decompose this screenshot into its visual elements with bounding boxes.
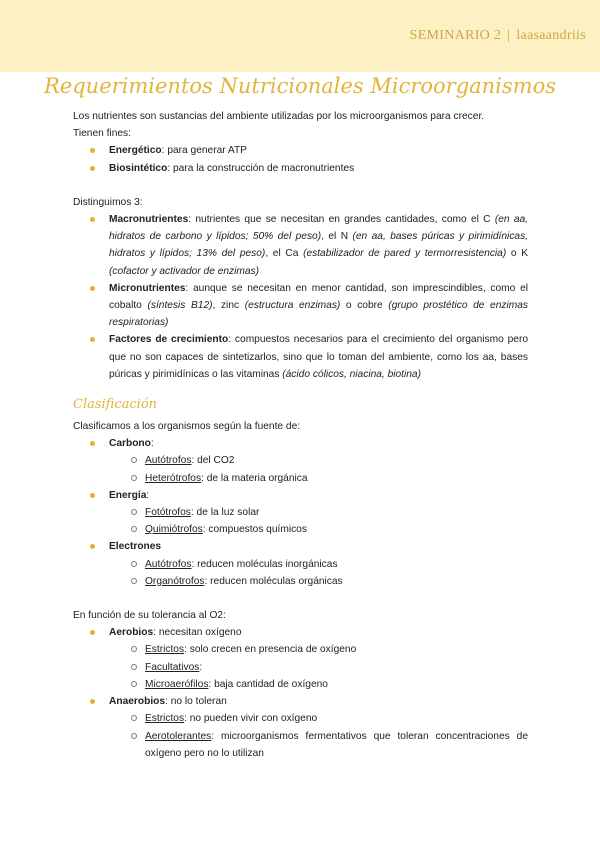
term: Organótrofos <box>145 575 205 587</box>
term: Aerotolerantes <box>145 730 212 742</box>
note: (cofactor y activador de enzimas) <box>109 265 260 277</box>
term: Carbono <box>109 438 151 450</box>
distinguish-intro: Distinguimos 3: <box>73 196 143 208</box>
oxygen-intro: En función de su tolerancia al O2: <box>73 610 226 622</box>
term: Fotótrofos <box>145 507 191 519</box>
list-item-factores-crecimiento <box>73 331 528 383</box>
sublist-item <box>73 504 528 521</box>
definition: : de la materia orgánica <box>201 472 308 484</box>
list-item <box>73 160 528 177</box>
note: (estabilizador de pared y termorresistencia) <box>303 248 507 260</box>
sublist <box>109 641 528 693</box>
sublist <box>109 504 528 538</box>
note: (síntesis B12) <box>147 300 213 312</box>
text: , el Ca <box>265 248 304 260</box>
term: Energía <box>109 489 147 501</box>
header-text <box>410 28 586 44</box>
definition: : compuestos químicos <box>202 524 307 536</box>
text: o K <box>506 248 529 260</box>
note: (grupo prostético de enzimas respiratorias) <box>109 300 528 329</box>
sublist <box>109 556 528 590</box>
sublist-item <box>73 728 528 762</box>
note: (ácido cólicos, niacina, biotina) <box>282 368 421 380</box>
classification-list <box>73 435 528 590</box>
suffix: : <box>150 438 154 450</box>
note: (en aa, hidratos de carbono y lípidos; 50% del peso) <box>109 214 529 243</box>
spacer <box>73 177 528 194</box>
term: Macronutrientes <box>109 214 189 226</box>
term: Micronutrientes <box>109 282 186 294</box>
list-item-micronutrientes <box>73 280 528 332</box>
definition: : microorganismos fermentativos que toleran concentraciones de oxígeno pero no lo utilizan <box>145 730 528 759</box>
definition: : de la luz solar <box>190 507 260 519</box>
list-item-anaerobios <box>73 693 528 762</box>
text: : nutrientes que se necesitan en grandes cantidades, como el C <box>188 214 495 226</box>
text: o cobre <box>340 300 389 312</box>
purposes-list <box>73 142 528 176</box>
term: Quimiótrofos <box>145 524 203 536</box>
sublist-item <box>73 641 528 658</box>
term: Aerobios <box>109 627 154 639</box>
intro-line-2: Tienen fines: <box>73 128 131 140</box>
term: Biosintético <box>109 162 168 174</box>
definition: : del CO2 <box>191 455 235 467</box>
definition: : no lo toleran <box>165 696 227 708</box>
oxygen-list <box>73 624 528 762</box>
text: : compuestos necesarios para el crecimiento del organismo pero que no son capaces de sintetizarlos, sino que lo toman del ambiente, como los aa, bases púricas y pirimidínicas o las vitaminas <box>109 334 529 380</box>
header-author: laasaandriis <box>516 28 586 43</box>
term: Autótrofos <box>145 455 192 467</box>
note: (estructura enzimas) <box>244 300 341 312</box>
definition: : para la construcción de macronutrientes <box>167 162 355 174</box>
note: (en aa, bases púricas y pirimidínicas, hidratos y lípidos; 13% del peso) <box>109 231 528 260</box>
definition: : necesitan oxígeno <box>153 627 242 639</box>
sublist-item <box>73 573 528 590</box>
sublist <box>109 710 528 762</box>
text: , el N <box>321 231 353 243</box>
text: : aunque se necesitan en menor cantidad, son imprescindibles, como el cobalto <box>109 282 528 312</box>
sublist-item <box>73 659 528 676</box>
header-separator: | <box>507 28 511 43</box>
header-bar <box>0 0 600 72</box>
text: , zinc <box>212 300 245 312</box>
definition: : reducen moléculas inorgánicas <box>191 558 338 570</box>
term: Estrictos <box>145 644 185 656</box>
term: Estrictos <box>145 713 185 725</box>
sublist-item <box>73 470 528 487</box>
term: Factores de crecimiento <box>109 334 229 346</box>
sublist-item <box>73 710 528 727</box>
sublist-item <box>73 452 528 469</box>
definition: : <box>199 661 203 673</box>
term: Energético <box>109 145 162 157</box>
definition: : baja cantidad de oxígeno <box>208 678 328 690</box>
definition: : solo crecen en presencia de oxígeno <box>184 644 357 656</box>
page-title: Requerimientos Nutricionales Microorganismos <box>43 74 557 98</box>
term: Autótrofos <box>145 558 192 570</box>
suffix: : <box>146 489 150 501</box>
definition: : para generar ATP <box>161 145 247 157</box>
list-item-energia <box>73 487 528 539</box>
spacer <box>73 590 528 607</box>
header-seminar: SEMINARIO 2 <box>409 28 502 43</box>
term: Anaerobios <box>109 696 166 708</box>
definition: : no pueden vivir con oxígeno <box>184 713 318 725</box>
nutrient-types-list <box>73 211 528 383</box>
sublist-item <box>73 521 528 538</box>
list-item <box>73 142 528 159</box>
sublist <box>109 452 528 486</box>
term: Heterótrofos <box>145 472 202 484</box>
intro-line-1: Los nutrientes son sustancias del ambiente utilizadas por los microorganismos para crecer. <box>73 111 485 122</box>
term: Microaerófilos <box>145 678 209 690</box>
list-item-macronutrientes <box>73 211 528 280</box>
section-heading-clasificacion: Clasificación <box>73 397 158 413</box>
list-item-carbono <box>73 435 528 487</box>
term: Electrones <box>109 541 162 553</box>
definition: : reducen moléculas orgánicas <box>204 575 343 587</box>
spacer <box>73 383 528 395</box>
document-body <box>73 108 528 762</box>
sublist-item <box>73 676 528 693</box>
list-item-electrones <box>73 538 528 590</box>
sublist-item <box>73 556 528 573</box>
term: Facultativos <box>145 661 200 673</box>
classification-intro: Clasificamos a los organismos según la fuente de: <box>73 421 301 433</box>
list-item-aerobios <box>73 624 528 693</box>
